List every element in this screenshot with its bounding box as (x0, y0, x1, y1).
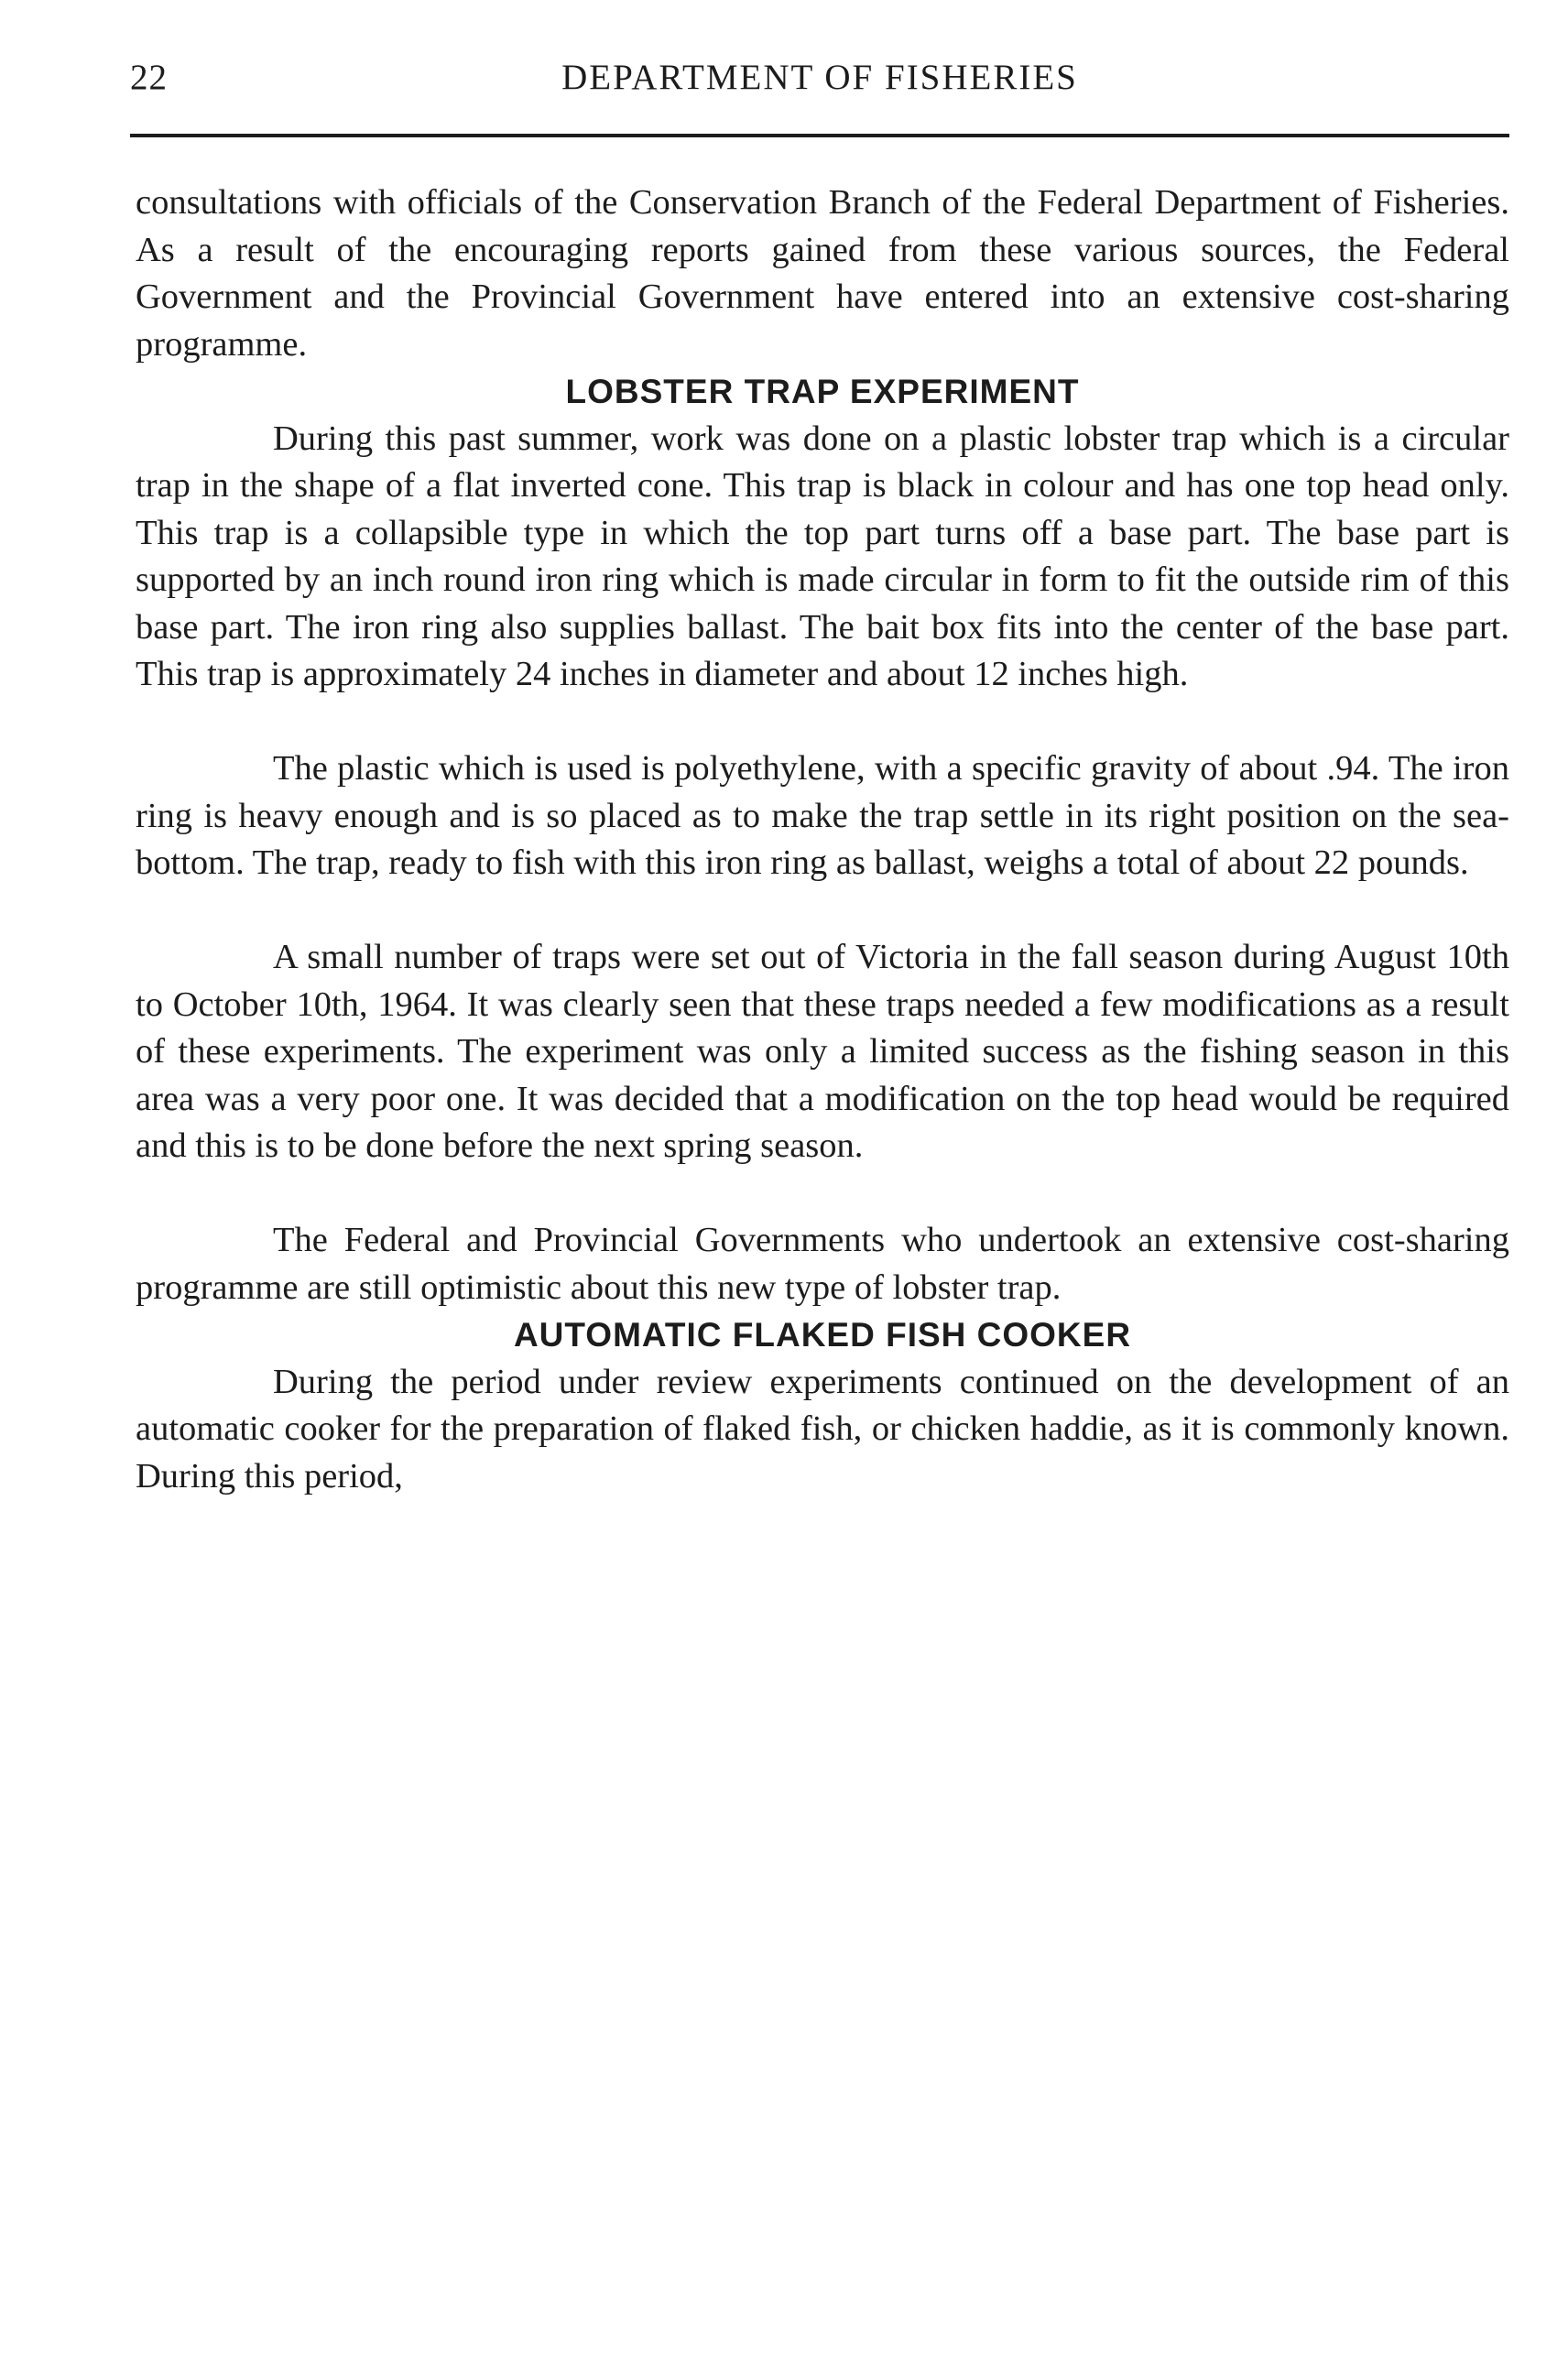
header-rule (130, 134, 1509, 137)
paragraph: During the period under review experiments continued on the development of an automatic cooker for the preparation of flaked fish, or chicken haddie, as it is commonly known. During this period, (136, 1362, 1509, 1495)
running-head (130, 57, 1509, 112)
paragraph: A small number of traps were set out of Victoria in the fall season during August 10th to October 10th, 1964. It was clearly seen that these traps needed a few modifications as a result of these experiments. The experiment was only a limited success as the fishing season in this area was a very poor one. It was decided that a modification on the top head would be required and this is to be done before the next spring season. (136, 938, 1509, 1165)
section-heading-fish-cooker: AUTOMATIC FLAKED FISH COOKER (513, 1316, 1132, 1354)
paragraph: The Federal and Provincial Governments who undertook an extensive cost-sharing programme are still optimistic about this new type of lobster trap. (136, 1221, 1509, 1307)
paragraph: During this past summer, work was done on a plastic lobster trap which is a circular trap in the shape of a flat inverted cone. This trap is black in colour and has one top head only. This trap is a collapsible type in which the top part turns off a base part. The base part is supported by an inch round iron ring which is made circular in form to fit the outside rim of this base part. The iron ring also supplies ballast. The bait box fits into the center of the base part. This trap is approximately 24 inches in diameter and about 12 inches high. (136, 419, 1509, 693)
section-heading-lobster-trap: LOBSTER TRAP EXPERIMENT (565, 373, 1080, 410)
paragraph: The plastic which is used is polyethylene, with a specific gravity of about .94. The iron ring is heavy enough and is so placed as to make the trap settle in its right position on the sea-bottom. The trap, ready to fish with this iron ring as ballast, weighs a total of about 22 pounds. (136, 749, 1509, 882)
page-number: 22 (130, 58, 168, 97)
intro-paragraph: consultations with officials of the Conservation Branch of the Federal Department of Fisheries. As a result of the encouraging reports gained from these various sources, the Federal Government and the Provincial Government have entered into an extensive cost-sharing programme. (136, 183, 1509, 364)
body-text (136, 179, 1509, 1500)
running-title: DEPARTMENT OF FISHERIES (561, 58, 1078, 97)
